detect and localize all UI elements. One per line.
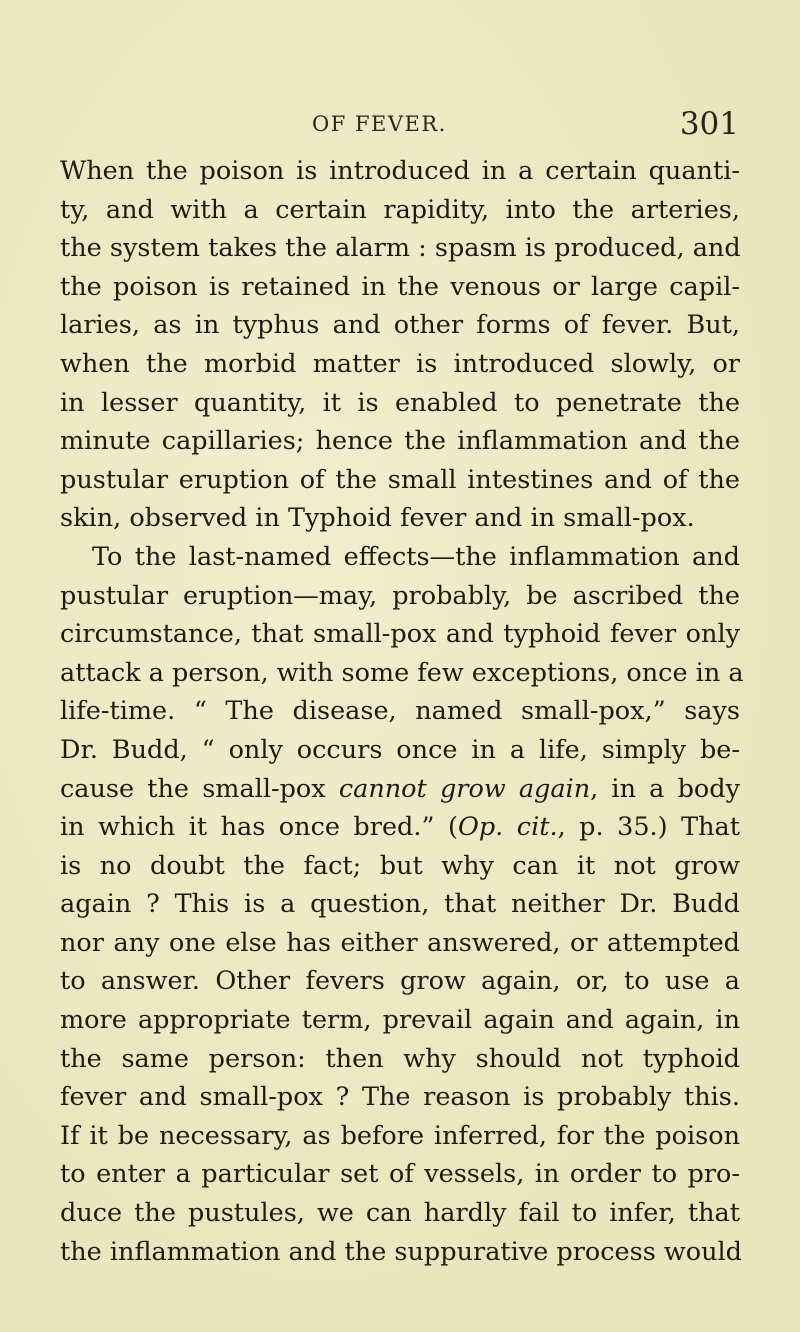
text-line: nor any one else has either answered, or attempted — [60, 927, 740, 958]
text-run: , p. 35.) That — [557, 812, 740, 843]
text-run: cause the small-pox — [60, 773, 339, 804]
text-line: pustular eruption—may, probably, be ascribed the — [60, 580, 740, 611]
text-line: when the morbid matter is introduced slowly, or — [60, 348, 740, 379]
text-run: , in a body — [590, 773, 740, 804]
text-line: to answer. Other fevers grow again, or, to use a — [60, 966, 740, 997]
running-head — [60, 106, 740, 146]
text-line: to enter a particular set of vessels, in order to pro- — [60, 1159, 740, 1190]
text-line: pustular eruption of the small intestines and of the — [60, 464, 740, 495]
text-line: the inflammation and the suppurative process would — [60, 1236, 743, 1267]
text-line: more appropriate term, prevail again and again, in — [60, 1005, 740, 1036]
text-line: minute capillaries; hence the inflammation and the — [60, 426, 740, 457]
text-line: is no doubt the fact; but why can it not grow — [60, 850, 740, 881]
text-line: life-time. “ The disease, named small-pox,” says — [60, 696, 740, 727]
italic-phrase: cannot grow again — [338, 773, 591, 804]
text-line: again ? This is a question, that neither Dr. Budd — [60, 889, 740, 920]
text-run: in which it has once bred.” ( — [60, 812, 458, 843]
text-line: skin, observed in Typhoid fever and in small-pox. — [60, 503, 695, 534]
italic-citation: Op. cit. — [457, 812, 558, 843]
text-line: the system takes the alarm : spasm is produced, and — [60, 233, 741, 264]
text-line: circumstance, that small-pox and typhoid fever only — [60, 619, 740, 650]
text-line: fever and small-pox ? The reason is probably this. — [60, 1082, 740, 1113]
text-line: duce the pustules, we can hardly fail to infer, that — [60, 1198, 740, 1229]
page-number: 301 — [679, 106, 739, 142]
text-line: laries, as in typhus and other forms of fever. But, — [60, 310, 740, 341]
text-line: attack a person, with some few exceptions, once in a — [60, 657, 744, 688]
text-line: in lesser quantity, it is enabled to penetrate the — [60, 387, 740, 418]
text-line — [60, 770, 740, 809]
running-title: OF FEVER. — [312, 112, 447, 136]
text-line — [60, 808, 740, 847]
text-line: When the poison is introduced in a certain quanti- — [60, 156, 740, 186]
text-line: ty, and with a certain rapidity, into the arteries, — [60, 194, 740, 225]
text-line: If it be necessary, as before inferred, for the poison — [60, 1120, 740, 1151]
text-line: the same person: then why should not typhoid — [60, 1043, 740, 1074]
text-line: Dr. Budd, “ only occurs once in a life, simply be- — [60, 734, 740, 765]
text-line: the poison is retained in the venous or large capil- — [60, 271, 740, 302]
text-line: To the last-named effects—the inflammation and — [92, 541, 740, 572]
body-text — [60, 152, 744, 1271]
